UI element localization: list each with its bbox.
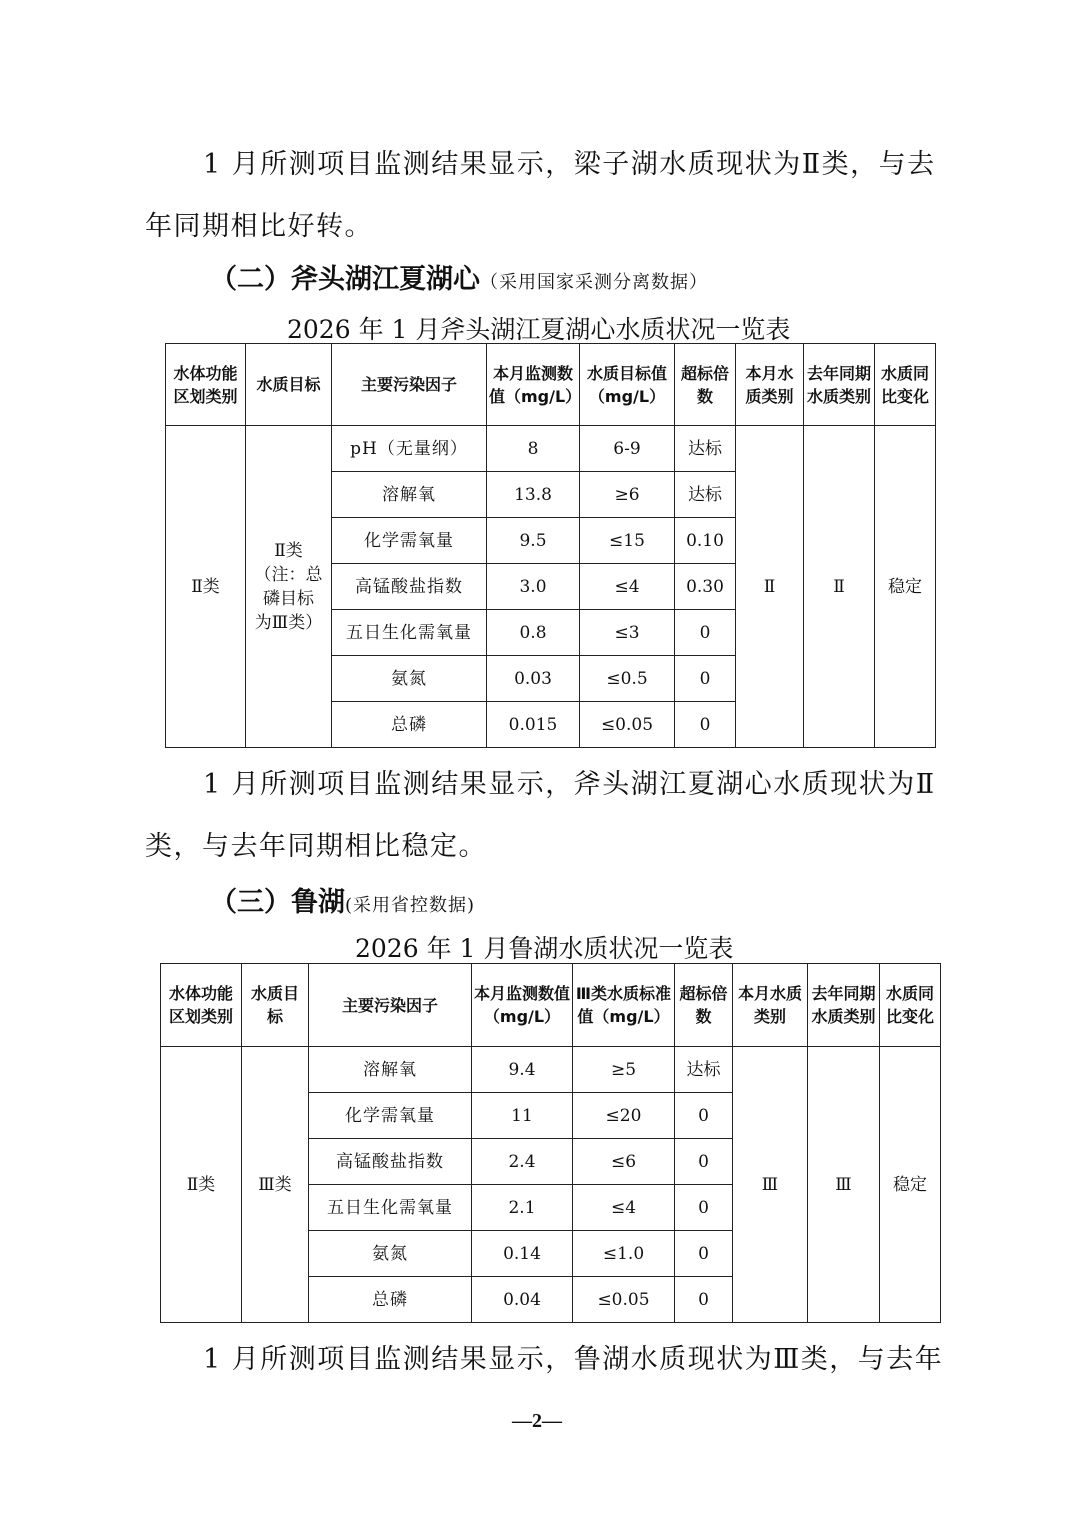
exceed-cell: 达标 xyxy=(675,472,736,518)
factor-cell: 氨氮 xyxy=(309,1231,472,1277)
exceed-cell: 0 xyxy=(675,1139,733,1185)
header-last-year-class: 去年同期水质类别 xyxy=(808,964,880,1047)
header-factor: 主要污染因子 xyxy=(332,344,487,426)
current-class-cell: Ⅱ xyxy=(736,426,804,748)
target-line: 为Ⅲ类） xyxy=(254,612,323,633)
header-standard: Ⅲ类水质标准值（mg/L） xyxy=(573,964,675,1047)
value-cell: 0.04 xyxy=(472,1277,573,1323)
table-row xyxy=(161,1047,941,1093)
exceed-cell: 0 xyxy=(675,1231,733,1277)
last-year-class-cell: Ⅲ xyxy=(808,1047,880,1323)
water-quality-table-lu-lake xyxy=(160,963,941,1323)
paragraph-line: 年同期相比好转。 xyxy=(145,211,373,242)
standard-cell: ≤20 xyxy=(573,1093,675,1139)
value-cell: 0.14 xyxy=(472,1231,573,1277)
standard-cell: ≤4 xyxy=(580,564,675,610)
value-cell: 9.5 xyxy=(487,518,580,564)
header-value: 本月监测数值（mg/L） xyxy=(487,344,580,426)
exceed-cell: 0 xyxy=(675,1185,733,1231)
standard-cell: ≥5 xyxy=(573,1047,675,1093)
header-function-class: 水体功能区划类别 xyxy=(161,964,242,1047)
table-row xyxy=(166,426,936,472)
table-header-row xyxy=(166,344,936,426)
exceed-cell: 达标 xyxy=(675,1047,733,1093)
value-cell: 0.03 xyxy=(487,656,580,702)
target-line: （注：总 xyxy=(254,564,323,585)
last-year-class-cell: Ⅱ xyxy=(804,426,875,748)
change-cell: 稳定 xyxy=(880,1047,941,1323)
value-cell: 8 xyxy=(487,426,580,472)
value-cell: 11 xyxy=(472,1093,573,1139)
section-heading-lu-lake xyxy=(210,880,475,919)
header-change: 水质同比变化 xyxy=(880,964,941,1047)
factor-cell: 总磷 xyxy=(332,702,487,748)
factor-cell: 五日生化需氧量 xyxy=(309,1185,472,1231)
table-caption-futou-lake: 2026 年 1 月斧头湖江夏湖心水质状况一览表 xyxy=(287,315,791,344)
value-cell: 2.1 xyxy=(472,1185,573,1231)
exceed-cell: 0.10 xyxy=(675,518,736,564)
value-cell: 3.0 xyxy=(487,564,580,610)
factor-cell: 五日生化需氧量 xyxy=(332,610,487,656)
function-class-cell: Ⅱ类 xyxy=(166,426,246,748)
value-cell: 0.015 xyxy=(487,702,580,748)
standard-cell: ≤4 xyxy=(573,1185,675,1231)
target-cell xyxy=(246,426,332,748)
header-exceed: 超标倍数 xyxy=(675,344,736,426)
factor-cell: 化学需氧量 xyxy=(332,518,487,564)
section-heading-futou-lake xyxy=(210,257,708,296)
header-value: 本月监测数值（mg/L） xyxy=(472,964,573,1047)
paragraph-line: 类，与去年同期相比稳定。 xyxy=(145,831,487,862)
target-cell: Ⅲ类 xyxy=(242,1047,309,1323)
page-number: —2— xyxy=(512,1410,562,1432)
exceed-cell: 达标 xyxy=(675,426,736,472)
water-quality-table-futou-lake xyxy=(165,343,936,748)
standard-cell: ≤3 xyxy=(580,610,675,656)
header-last-year-class: 去年同期水质类别 xyxy=(804,344,875,426)
factor-cell: 高锰酸盐指数 xyxy=(309,1139,472,1185)
target-line: Ⅱ类 xyxy=(274,540,303,561)
section-note: （采用国家采测分离数据） xyxy=(480,272,708,293)
exceed-cell: 0 xyxy=(675,1093,733,1139)
paragraph-line: 1 月所测项目监测结果显示，鲁湖水质现状为Ⅲ类，与去年 xyxy=(203,1344,944,1375)
exceed-cell: 0 xyxy=(675,610,736,656)
table-header-row xyxy=(161,964,941,1047)
factor-cell: 溶解氧 xyxy=(309,1047,472,1093)
header-exceed: 超标倍数 xyxy=(675,964,733,1047)
header-target: 水质目标 xyxy=(242,964,309,1047)
standard-cell: ≥6 xyxy=(580,472,675,518)
target-line: 磷目标 xyxy=(263,588,314,609)
section-title: （二）斧头湖江夏湖心 xyxy=(210,264,480,295)
factor-cell: 总磷 xyxy=(309,1277,472,1323)
change-cell: 稳定 xyxy=(875,426,936,748)
exceed-cell: 0 xyxy=(675,1277,733,1323)
header-change: 水质同比变化 xyxy=(875,344,936,426)
paragraph-liangzi-lake xyxy=(145,150,955,274)
header-standard: 水质目标值（mg/L） xyxy=(580,344,675,426)
standard-cell: ≤0.05 xyxy=(580,702,675,748)
standard-cell: ≤0.5 xyxy=(580,656,675,702)
standard-cell: 6-9 xyxy=(580,426,675,472)
header-current-class: 本月水质类别 xyxy=(733,964,808,1047)
value-cell: 9.4 xyxy=(472,1047,573,1093)
value-cell: 0.8 xyxy=(487,610,580,656)
exceed-cell: 0 xyxy=(675,656,736,702)
standard-cell: ≤6 xyxy=(573,1139,675,1185)
factor-cell: pH（无量纲） xyxy=(332,426,487,472)
header-current-class: 本月水质类别 xyxy=(736,344,804,426)
factor-cell: 化学需氧量 xyxy=(309,1093,472,1139)
factor-cell: 氨氮 xyxy=(332,656,487,702)
factor-cell: 溶解氧 xyxy=(332,472,487,518)
value-cell: 2.4 xyxy=(472,1139,573,1185)
header-factor: 主要污染因子 xyxy=(309,964,472,1047)
paragraph-lu-lake xyxy=(145,1345,955,1407)
paragraph-line: 1 月所测项目监测结果显示，梁子湖水质现状为Ⅱ类，与去 xyxy=(203,149,936,180)
value-cell: 13.8 xyxy=(487,472,580,518)
header-target: 水质目标 xyxy=(246,344,332,426)
table-caption-lu-lake: 2026 年 1 月鲁湖水质状况一览表 xyxy=(355,934,734,963)
standard-cell: ≤0.05 xyxy=(573,1277,675,1323)
section-title: （三）鲁湖 xyxy=(210,887,345,918)
exceed-cell: 0 xyxy=(675,702,736,748)
factor-cell: 高锰酸盐指数 xyxy=(332,564,487,610)
standard-cell: ≤1.0 xyxy=(573,1231,675,1277)
header-function-class: 水体功能区划类别 xyxy=(166,344,246,426)
exceed-cell: 0.30 xyxy=(675,564,736,610)
function-class-cell: Ⅱ类 xyxy=(161,1047,242,1323)
current-class-cell: Ⅲ xyxy=(733,1047,808,1323)
section-note: (采用省控数据) xyxy=(345,895,476,916)
standard-cell: ≤15 xyxy=(580,518,675,564)
paragraph-futou-lake xyxy=(145,770,955,894)
paragraph-line: 1 月所测项目监测结果显示，斧头湖江夏湖心水质现状为Ⅱ xyxy=(203,769,936,800)
